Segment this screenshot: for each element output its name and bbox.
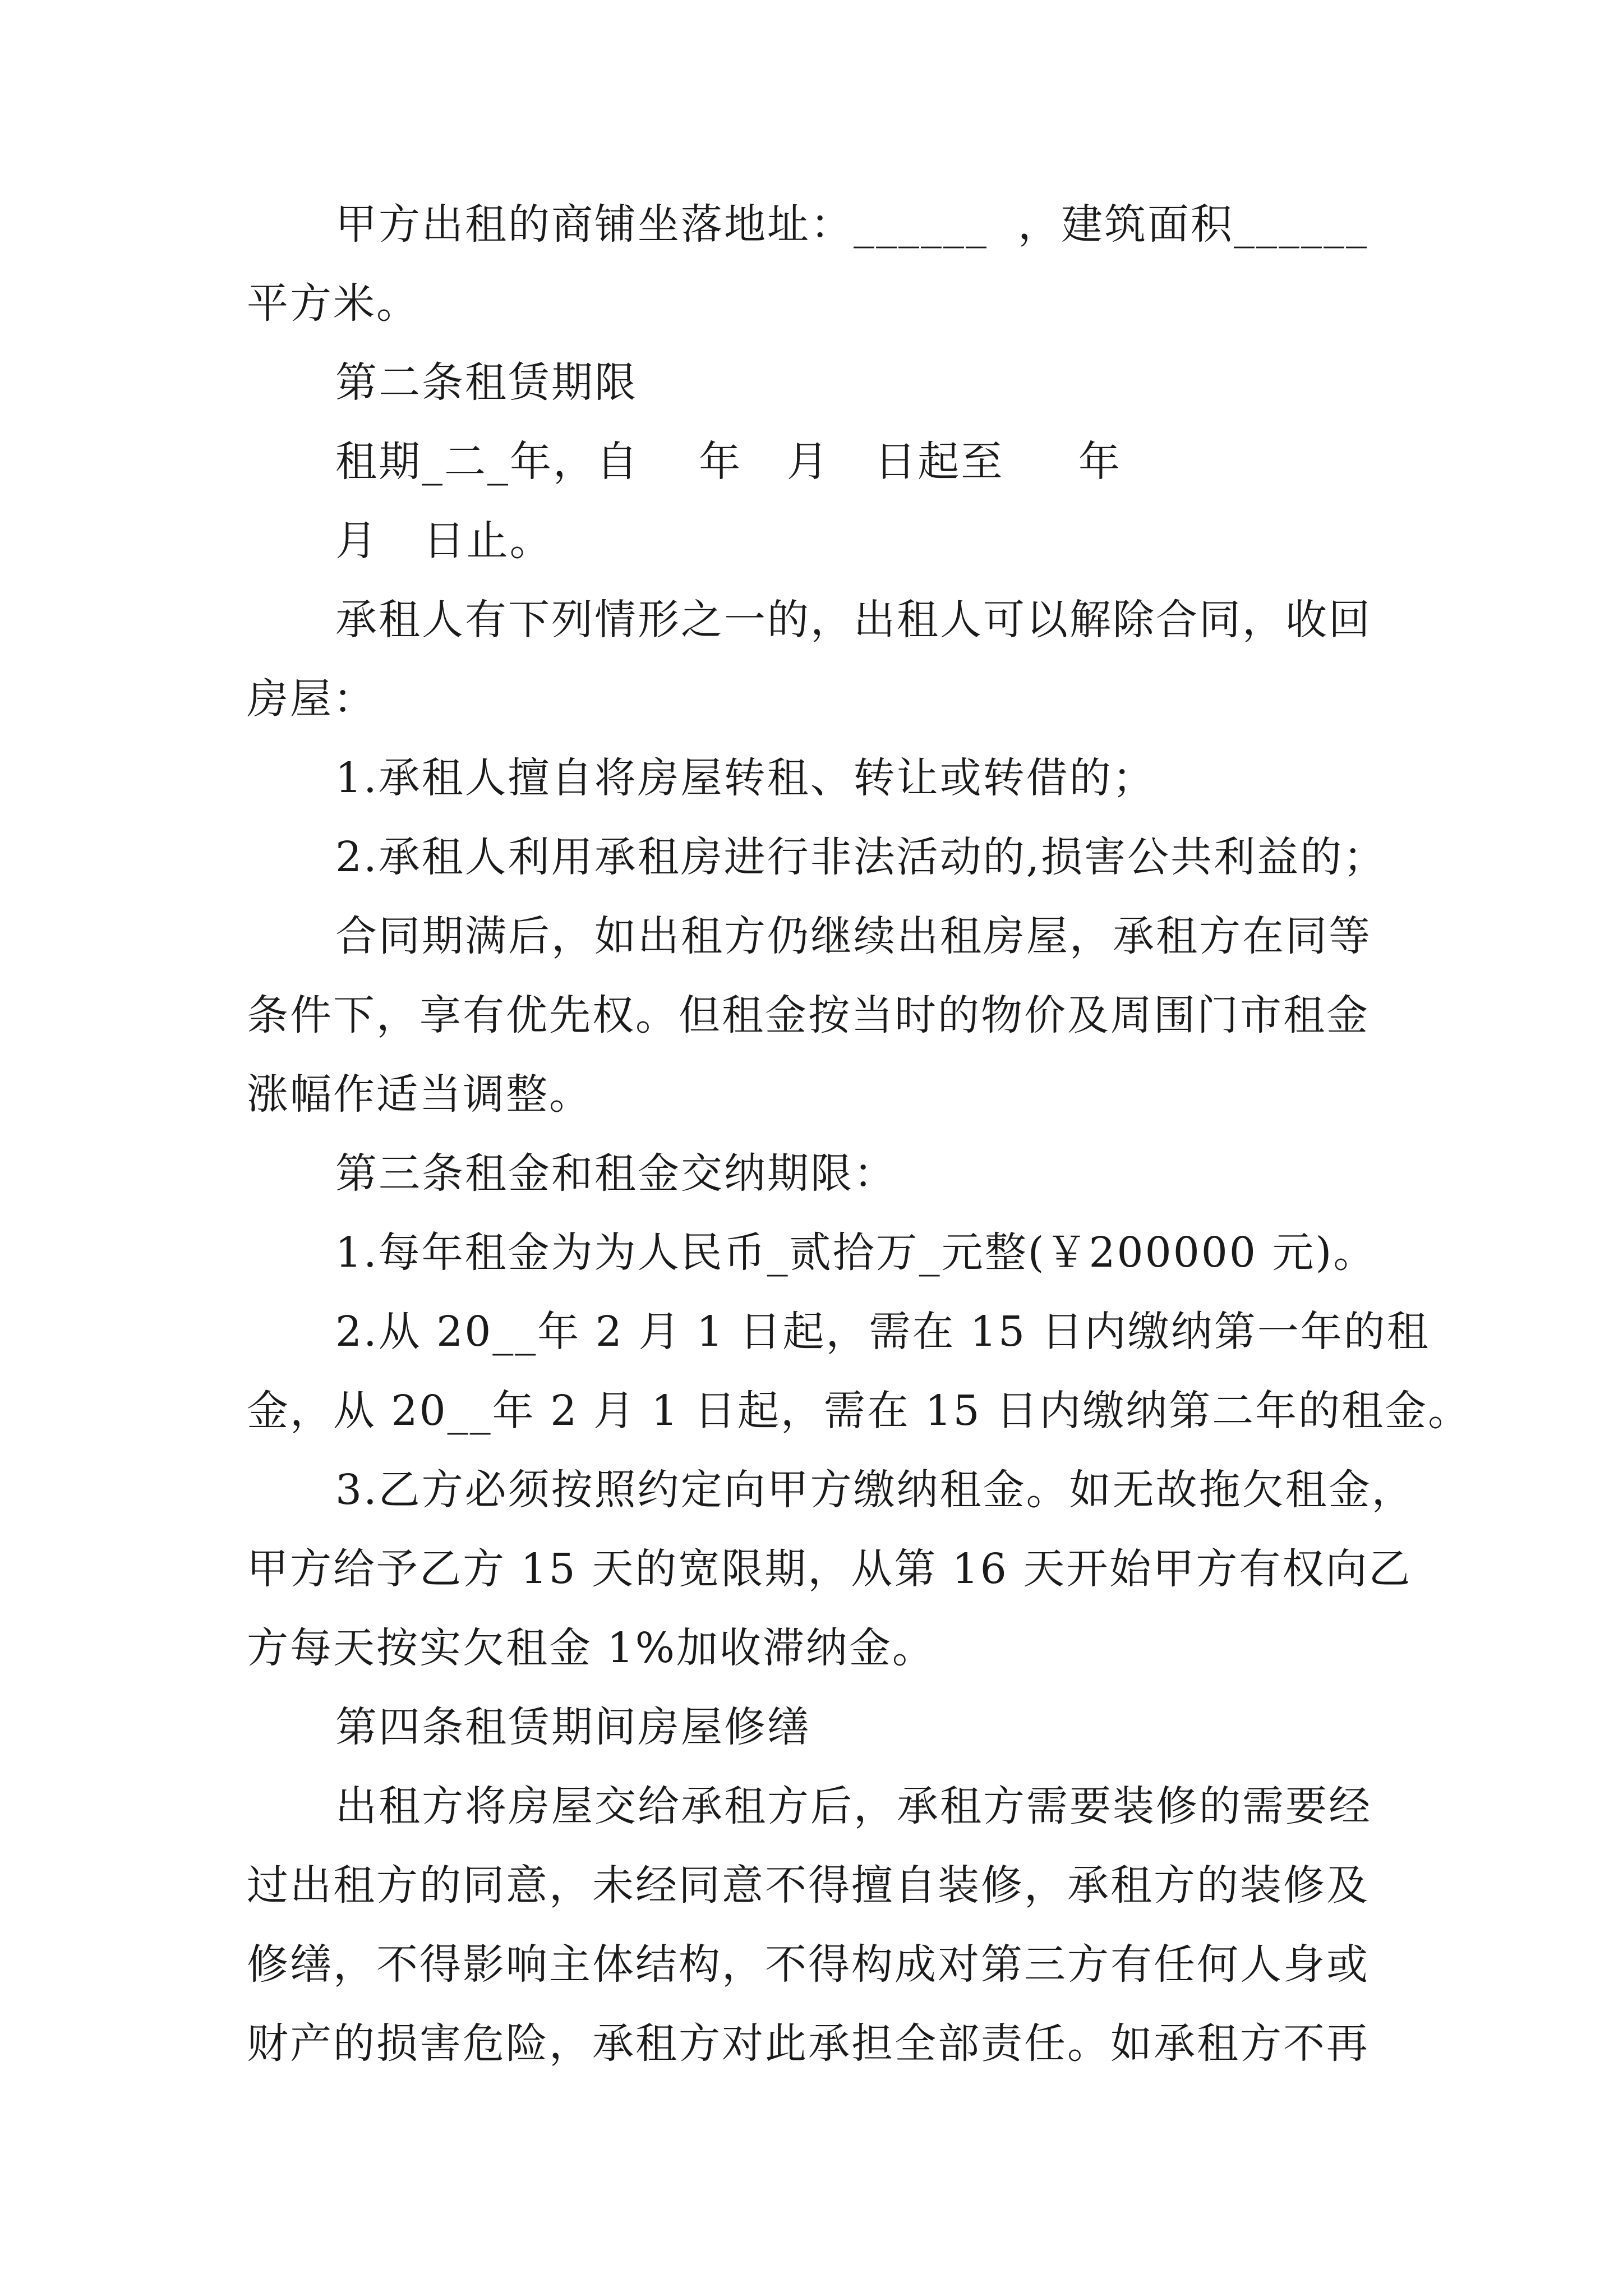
list-item: 1.每年租金为为人民币_贰拾万_元整(￥200000 元)。 (335, 1228, 1377, 1277)
clause-text-line: 涨幅作适当调整。 (247, 1070, 592, 1119)
clause-text-line: 修缮，不得影响主体结构，不得构成对第三方有任何人身或 (247, 1940, 1370, 1989)
list-item: 2.承租人利用承租房进行非法活动的,损害公共利益的； (335, 833, 1387, 881)
clause-text-line: 出租方将房屋交给承租方后，承租方需要装修的需要经 (335, 1782, 1372, 1830)
clause-text-line: 过出租方的同意，未经同意不得擅自装修，承租方的装修及 (247, 1861, 1370, 1910)
clause-text-line: 甲方给予乙方 15 天的宽限期，从第 16 天开始甲方有权向乙 (247, 1545, 1412, 1593)
clause-text-line: 承租人有下列情形之一的，出租人可以解除合同，收回 (335, 596, 1372, 644)
clause-text-line: 条件下，享有优先权。但租金按当时的物价及周围门市租金 (247, 991, 1370, 1039)
clause-text-line: 房屋： (247, 675, 376, 723)
list-item: 2.从 20__年 2 月 1 日起，需在 15 日内缴纳第一年的租 (335, 1308, 1430, 1356)
section-heading: 第三条租金和租金交纳期限： (335, 1149, 897, 1198)
section-heading: 第四条租赁期间房屋修缮 (335, 1703, 810, 1751)
section-heading: 第二条租赁期限 (335, 358, 638, 407)
lease-period-end-line: 月 日止。 (335, 517, 553, 565)
clause-text-line: 方每天按实欠租金 1%加收滞纳金。 (247, 1624, 935, 1672)
clause-text-line: 合同期满后，如出租方仍继续出租房屋，承租方在同等 (335, 912, 1372, 960)
lease-period-line: 租期_二_年，自 年 月 日起至 年 (335, 438, 1122, 486)
list-item: 1.承租人擅自将房屋转租、转让或转借的； (335, 754, 1156, 802)
clause-text-line: 平方米。 (247, 279, 419, 328)
list-item: 3.乙方必须按照约定向甲方缴纳租金。如无故拖欠租金， (335, 1466, 1415, 1514)
clause-text-line: 财产的损害危险，承租方对此承担全部责任。如承租方不再 (247, 2019, 1370, 2068)
clause-text-line: 甲方出租的商铺坐落地址：______ ，建筑面积______ (335, 200, 1369, 249)
document-body (247, 185, 1472, 2083)
clause-text-line: 金，从 20__年 2 月 1 日起，需在 15 日内缴纳第二年的租金。 (247, 1387, 1472, 1435)
